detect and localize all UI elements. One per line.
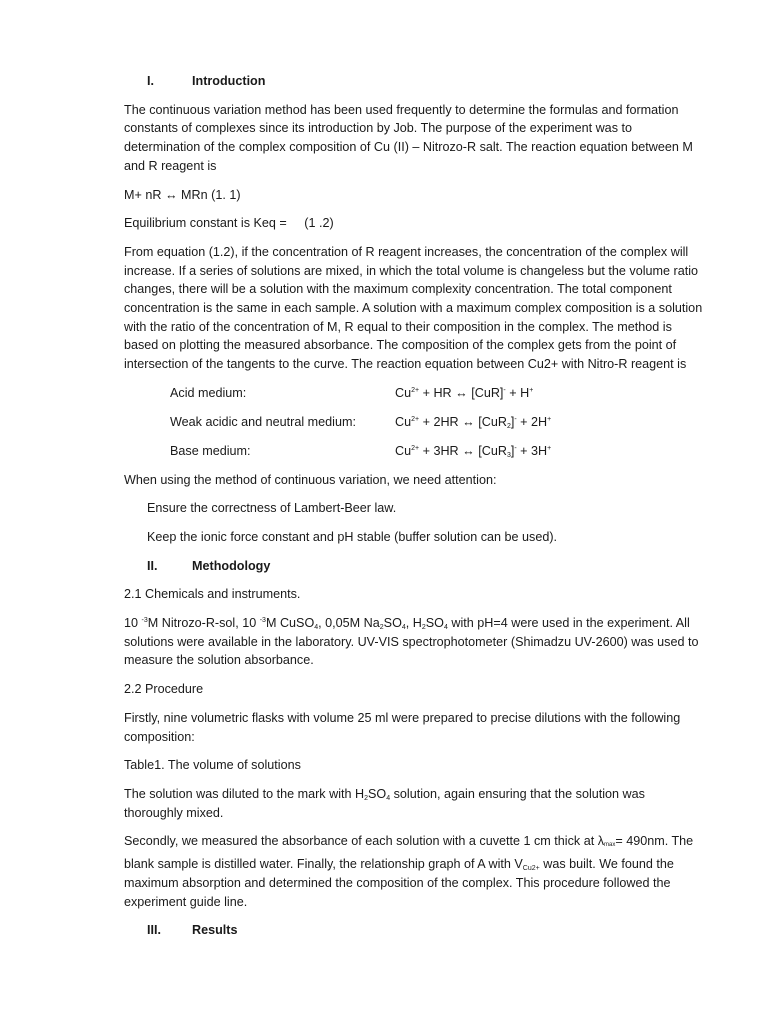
section-heading-results xyxy=(124,921,704,940)
reaction-acid xyxy=(170,384,704,403)
section-title: Introduction xyxy=(192,74,266,88)
section-heading-methodology xyxy=(124,557,704,576)
intro-paragraph-1: The continuous variation method has been used frequently to determine the formulas and formation constants of complexes since its introduction by Job. The purpose of the experiment was to determination of the complex composition of Cu (II) – Nitrozo-R salt. The reaction equation between M and R reagent is xyxy=(124,102,693,173)
section-title: Results xyxy=(192,923,238,938)
document-page xyxy=(124,72,704,950)
section-title: Methodology xyxy=(192,558,271,573)
section-number: II. xyxy=(147,558,158,573)
section-number: III. xyxy=(147,923,161,938)
reaction-equation: $Cu^{2+} + 2HR$ ↔ [CuR$_2$]- + 2H+ xyxy=(395,414,552,430)
intro-paragraph-2: From equation (1.2), if the concentration of R reagent increases, the concentration of the complex will increase. If a series of solutions are mixed, in which the total volume is changeless but the volume ratio changes, there will be a solution with the maximum complexity concentration. The total component concentration is the same in each sample. A solution with a maximum complex composition is a solution with the ratio of the concentration of M, R equal to their composition in the complex. The method is based on plotting the measured absorbance. The composition of the complex gets from the point of intersection of the tangents to the curve. The reaction equation between Cu2+ with Nitro-R reagent is xyxy=(124,244,703,372)
equation-2-left: Equilibrium constant is Keq = xyxy=(124,216,287,231)
reaction-list xyxy=(124,384,704,461)
section-heading-introduction xyxy=(124,72,704,91)
section-number: I. xyxy=(147,74,154,88)
procedure-paragraph-3: Secondly, we measured the absorbance of each solution with a cuvette 1 cm thick at λmax= 490nm. The blank sample is distilled water. Finally, the relationship graph of A with $V_{Cu2+}$ was built. We found the maximum absorption and determined the composition of the complex. This procedure followed the experiment guide line. xyxy=(124,834,694,909)
reaction-label: Base medium: xyxy=(170,443,251,458)
procedure-paragraph-2: The solution was diluted to the mark with $H_2SO_4$ solution, again ensuring that the solution was thoroughly mixed. xyxy=(124,786,645,820)
chemicals-paragraph: 10 $^{-3}$M Nitrozo-R-sol, 10 $^{-3}$M CuSO$_4$, 0,05M $Na_2SO_4$, $H_2SO_4$ with pH=4 were used in the experiment. All solutions were available in the laboratory. UV-VIS spectrophotometer (Shimadzu UV-2600) was used to measure the solution absorbance. xyxy=(124,616,699,668)
reaction-label: Weak acidic and neutral medium: xyxy=(170,414,356,429)
table-caption: Table1. The volume of solutions xyxy=(124,758,301,773)
procedure-paragraph-1: Firstly, nine volumetric flasks with volume 25 ml were prepared to precise dilutions with the following composition: xyxy=(124,710,681,744)
reaction-neutral xyxy=(170,413,704,432)
reaction-equation: $Cu^{2+} + 3HR$ ↔ [CuR$_3$]- + 3H+ xyxy=(395,443,552,459)
subsection-chemicals: 2.1 Chemicals and instruments. xyxy=(124,587,301,602)
equation-2-number: (1 .2) xyxy=(304,216,334,231)
attention-item-2: Keep the ionic force constant and pH stable (buffer solution can be used). xyxy=(147,529,558,544)
reaction-label: Acid medium: xyxy=(170,385,247,400)
subsection-procedure: 2.2 Procedure xyxy=(124,682,204,697)
equation-1: M+ nR ↔ MRn (1. 1) xyxy=(124,187,241,202)
reaction-base xyxy=(170,442,704,461)
equation-2 xyxy=(124,214,704,233)
reaction-equation: $Cu^{2+}$ + HR ↔ [CuR]- + H+ xyxy=(395,385,534,400)
intro-paragraph-3: When using the method of continuous variation, we need attention: xyxy=(124,472,497,487)
attention-item-1: Ensure the correctness of Lambert-Beer law. xyxy=(147,501,397,516)
